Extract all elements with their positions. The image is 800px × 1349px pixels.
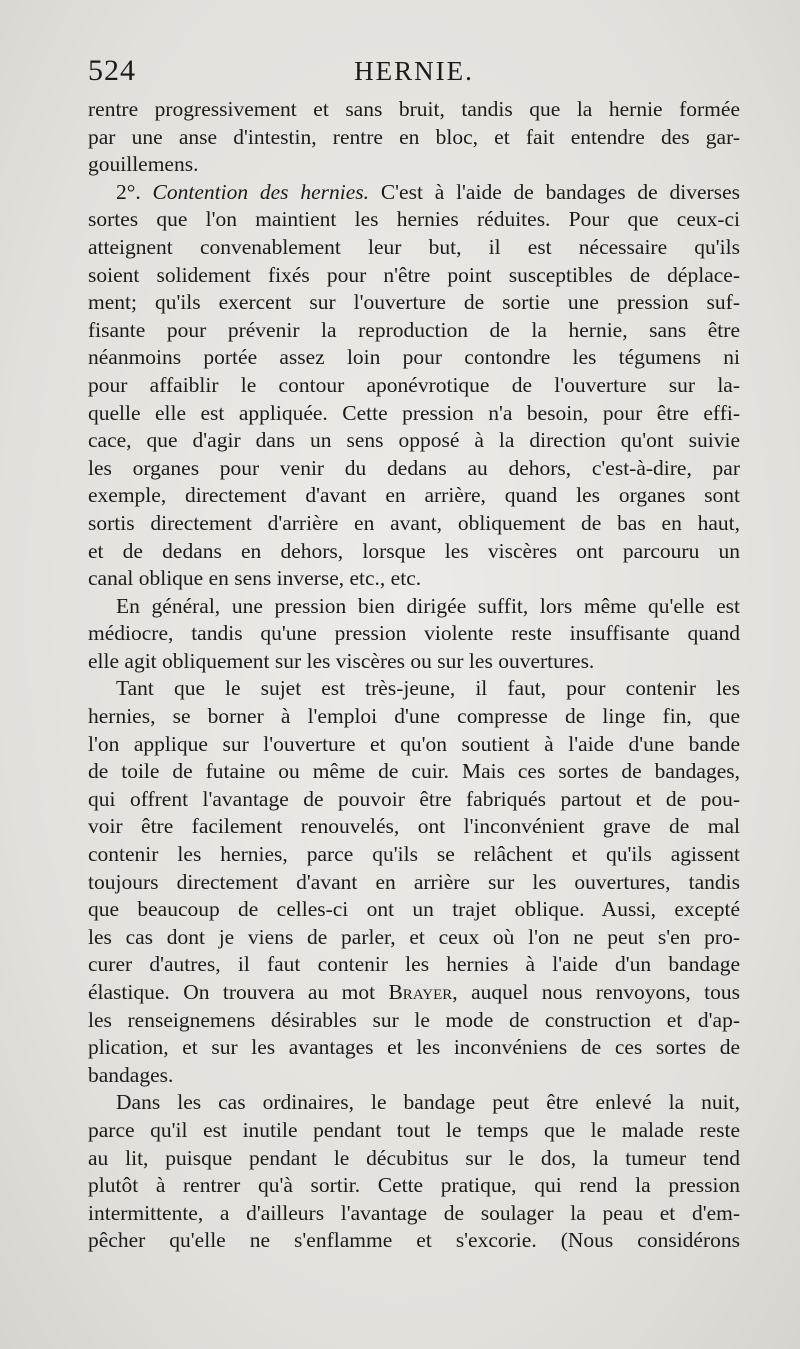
text-line-content: curer d'autres, il faut contenir les hernies à l'aide d'un bandage	[88, 952, 740, 977]
text-line-content: et de dedans en dehors, lorsque les viscères ont parcouru un	[88, 538, 740, 563]
text-line	[88, 1007, 740, 1035]
text-line-content: parce qu'il est inutile pendant tout le temps que le malade reste	[88, 1117, 740, 1142]
text-line-content: Tant que le sujet est très-jeune, il faut, pour contenir les	[116, 676, 740, 701]
text-line-content: toujours directement d'avant en arrière sur les ouvertures, tandis	[88, 869, 740, 894]
text-line	[88, 124, 740, 152]
page-number: 524	[88, 54, 136, 87]
text-line	[88, 179, 740, 207]
running-head: HERNIE.	[354, 56, 474, 86]
text-line	[88, 869, 740, 897]
text-line	[88, 1227, 740, 1255]
text-line	[88, 565, 740, 593]
text-line	[88, 1062, 740, 1090]
text-line	[88, 786, 740, 814]
text-line-content: voir être facilement renouvelés, ont l'inconvénient grave de mal	[88, 814, 740, 839]
text-line	[88, 317, 740, 345]
text-line-content: rentre progressivement et sans bruit, tandis que la hernie formée	[88, 97, 740, 121]
text-line	[88, 924, 740, 952]
text-line-content: , auquel nous renvoyons, tous	[452, 980, 740, 1004]
text-line-content: C'est à l'aide de bandages de diverses	[369, 179, 740, 204]
text-line	[88, 1172, 740, 1200]
text-line	[88, 731, 740, 759]
text-line	[88, 372, 740, 400]
text-line	[88, 482, 740, 510]
text-line	[88, 896, 740, 924]
text-line	[88, 620, 740, 648]
text-line-content: canal oblique en sens inverse, etc., etc.	[88, 566, 422, 591]
text-line-content: contenir les hernies, parce qu'ils se relâchent et qu'ils agissent	[88, 842, 740, 867]
text-line-content: les organes pour venir du dedans au dehors, c'est-à-dire, par	[88, 455, 740, 480]
page-header	[88, 54, 740, 94]
text-line	[88, 841, 740, 869]
text-line-content: Dans les cas ordinaires, le bandage peut être enlevé la nuit,	[116, 1090, 740, 1115]
text-line	[88, 96, 740, 124]
text-line-content: pêcher qu'elle ne s'enflamme et s'excorie. (Nous considérons	[88, 1228, 740, 1253]
text-line	[88, 1117, 740, 1145]
text-line	[88, 206, 740, 234]
text-line-lead: 2°.	[116, 179, 153, 204]
text-line-content: les renseignemens désirables sur le mode de construction et d'ap-	[88, 1007, 740, 1032]
text-line	[88, 1145, 740, 1173]
text-line	[88, 648, 740, 676]
text-line	[88, 758, 740, 786]
text-line-content: par une anse d'intestin, rentre en bloc, et fait entendre des gar-	[88, 124, 740, 149]
text-line-content: les cas dont je viens de parler, et ceux où l'on ne peut s'en pro-	[88, 924, 740, 949]
text-line-content: de toile de futaine ou même de cuir. Mais ces sortes de bandages,	[88, 759, 740, 784]
text-line	[88, 593, 740, 621]
text-line	[88, 400, 740, 428]
text-line-content: En général, une pression bien dirigée suffit, lors même qu'elle est	[116, 593, 740, 618]
text-line-content: que beaucoup de celles-ci ont un trajet oblique. Aussi, excepté	[88, 897, 740, 922]
text-line-lead: élastique. On trouvera au mot	[88, 980, 389, 1004]
text-line-content: plication, et sur les avantages et les inconvéniens de ces sortes de	[88, 1035, 740, 1060]
text-line	[88, 427, 740, 455]
text-line	[88, 538, 740, 566]
text-line	[88, 1034, 740, 1062]
text-line-content: pour affaiblir le contour aponévrotique de l'ouverture sur la-	[88, 372, 740, 397]
text-line-content: qui offrent l'avantage de pouvoir être fabriqués partout et de pou-	[88, 786, 740, 811]
text-line	[88, 979, 740, 1007]
text-line-content: intermittente, a d'ailleurs l'avantage de soulager la peau et d'em-	[88, 1200, 740, 1225]
text-line-content: soient solidement fixés pour n'être point susceptibles de déplace-	[88, 262, 740, 287]
text-line	[88, 151, 740, 179]
text-line-content: cace, que d'agir dans un sens opposé à la direction qu'ont suivie	[88, 428, 740, 453]
text-line	[88, 455, 740, 483]
text-line-content: gouillemens.	[88, 152, 199, 177]
text-line-content: hernies, se borner à l'emploi d'une compresse de linge fin, que	[88, 704, 740, 729]
text-line-content: ment; qu'ils exercent sur l'ouverture de sortie une pression suf-	[88, 290, 740, 315]
text-line-content: l'on applique sur l'ouverture et qu'on soutient à l'aide d'une bande	[88, 731, 740, 756]
text-line-content: elle agit obliquement sur les viscères ou sur les ouvertures.	[88, 648, 595, 673]
text-line	[88, 1089, 740, 1117]
text-line-content: quelle elle est appliquée. Cette pression n'a besoin, pour être effi-	[88, 400, 740, 425]
text-line	[88, 675, 740, 703]
body-text	[88, 96, 740, 1255]
text-line	[88, 262, 740, 290]
text-line	[88, 951, 740, 979]
text-line-content: fisante pour prévenir la reproduction de la hernie, sans être	[88, 317, 740, 342]
text-line	[88, 344, 740, 372]
text-line-content: plutôt à rentrer qu'à sortir. Cette pratique, qui rend la pression	[88, 1173, 740, 1198]
text-line	[88, 510, 740, 538]
text-line-content: bandages.	[88, 1062, 174, 1087]
text-line	[88, 234, 740, 262]
text-line-content: néanmoins portée assez loin pour contondre les tégumens ni	[88, 345, 740, 370]
text-line-content: atteignent convenablement leur but, il est nécessaire qu'ils	[88, 234, 740, 259]
text-line-content: sortis directement d'arrière en avant, obliquement de bas en haut,	[88, 510, 740, 535]
text-line-content: exemple, directement d'avant en arrière, quand les organes sont	[88, 483, 740, 508]
text-line	[88, 703, 740, 731]
text-line	[88, 289, 740, 317]
text-line-content: au lit, puisque pendant le décubitus sur le dos, la tumeur tend	[88, 1145, 740, 1170]
text-line-content: sortes que l'on maintient les hernies réduites. Pour que ceux-ci	[88, 207, 740, 232]
text-line	[88, 1200, 740, 1228]
text-line	[88, 813, 740, 841]
section-heading-italic: Contention des hernies.	[152, 179, 370, 204]
text-line-content: médiocre, tandis qu'une pression violente reste insuffisante quand	[88, 621, 740, 646]
cross-reference-small-caps: Brayer	[388, 980, 453, 1004]
